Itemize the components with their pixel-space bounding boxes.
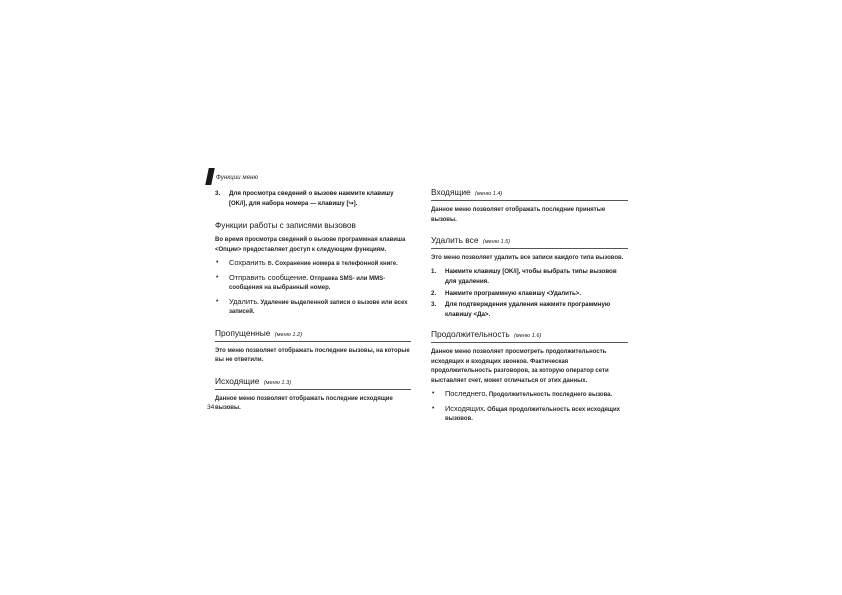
option-desc: . Удаление выделенной записи о вызове или всех записей. xyxy=(229,299,408,315)
ok-key-label: [OK/i] xyxy=(502,268,519,275)
step-text-a: Нажмите программную клавишу <Удалить>. xyxy=(445,289,582,297)
section-title-text: Входящие xyxy=(431,187,471,197)
right-column xyxy=(431,187,628,425)
option-term: Сохранить в xyxy=(229,258,272,267)
page-number: 34 xyxy=(207,404,215,411)
step-1 xyxy=(431,267,628,287)
section-title xyxy=(431,187,628,201)
step-number: 2. xyxy=(431,289,437,297)
duration-item xyxy=(431,404,628,425)
section-body: Данное меню позволяет просмотреть продолжительность исходящих и входящих звонков. Фактическая продолжительность разговоров, за которую оператор сети выставляет счет, может отличаться от этих данных. xyxy=(431,349,609,384)
bullet-icon: • xyxy=(216,273,219,281)
section-title-text: Удалить все xyxy=(431,235,479,245)
bullet-icon: • xyxy=(432,404,435,412)
step-text-c: ]. xyxy=(353,199,358,207)
running-header: Функции меню xyxy=(216,175,259,181)
menu-ref: (меню 1.6) xyxy=(514,333,542,339)
step-number: 1. xyxy=(431,267,437,275)
menu-ref: (меню 1.4) xyxy=(475,191,503,197)
menu-ref: (меню 1.2) xyxy=(274,331,303,338)
option-desc: . Сохранение номера в телефонной книге. xyxy=(271,261,398,267)
bullet-icon: • xyxy=(216,297,219,305)
step-3 xyxy=(431,300,628,319)
section-title xyxy=(215,376,411,390)
options-intro: Во время просмотра сведений о вызове программная клавиша <Опции> предоставляет доступ к следующим функциям. xyxy=(215,237,406,253)
duration-term: Исходящих xyxy=(445,403,484,413)
step-text-a: Для просмотра сведений о вызове нажмите клавишу xyxy=(229,190,394,197)
left-column xyxy=(215,189,411,414)
section-title xyxy=(431,329,628,343)
duration-desc: . Общая продолжительность всех исходящих вызовов. xyxy=(445,406,620,422)
section-title-text: Пропущенные xyxy=(215,327,271,338)
bullet-icon: • xyxy=(216,259,219,266)
option-desc: . Отправка SMS- или MMS-сообщения на выбранный номер. xyxy=(229,275,386,291)
options-subheading: Функции работы с записями вызовов xyxy=(215,221,356,230)
section-delete-all xyxy=(431,235,628,319)
step-text-a: Для подтверждения удаления нажмите программную клавишу <Да>. xyxy=(445,301,611,318)
option-item xyxy=(215,297,411,318)
section-missed xyxy=(215,328,411,366)
section-duration xyxy=(431,329,628,425)
menu-ref: (меню 1.3) xyxy=(263,379,292,386)
section-outgoing xyxy=(215,376,411,414)
duration-desc: . Продолжительность последнего вызова. xyxy=(485,392,613,398)
header-mark xyxy=(205,168,215,185)
section-body: Это меню позволяет удалить все записи каждого типа вызовов. xyxy=(431,255,624,261)
section-title-text: Исходящие xyxy=(215,375,260,386)
section-body: Данное меню позволяет отображать последние принятые вызовы. xyxy=(431,207,606,223)
section-title xyxy=(215,328,411,342)
step-number: 3. xyxy=(431,301,437,308)
step-text-a: Нажмите клавишу xyxy=(445,267,503,275)
option-term: Отправить сообщение xyxy=(229,272,307,282)
duration-item xyxy=(431,389,628,401)
call-key-icon: ↪ xyxy=(348,200,354,207)
bullet-icon: • xyxy=(432,390,435,397)
step-number: 3. xyxy=(215,190,221,197)
section-incoming xyxy=(431,187,628,225)
option-item xyxy=(215,273,411,294)
step-text-b: , чтобы выбрать типы вызовов для удаления. xyxy=(445,267,617,285)
option-term: Удалить xyxy=(229,296,258,306)
step-text-b: , для набора номера — клавишу [ xyxy=(245,199,349,207)
duration-term: Последнего xyxy=(445,389,486,398)
step-3 xyxy=(215,189,411,209)
section-body: Это меню позволяет отображать последние вызовы, на которые вы не ответили. xyxy=(215,347,410,363)
section-body: Данное меню позволяет отображать последние исходящие вызовы. xyxy=(215,395,393,411)
step-2 xyxy=(431,289,628,299)
menu-ref: (меню 1.5) xyxy=(482,239,511,245)
section-title-text: Продолжительность xyxy=(431,329,510,339)
ok-key-label: [OK/i] xyxy=(229,200,246,207)
section-title xyxy=(431,235,628,249)
option-item xyxy=(215,258,411,270)
